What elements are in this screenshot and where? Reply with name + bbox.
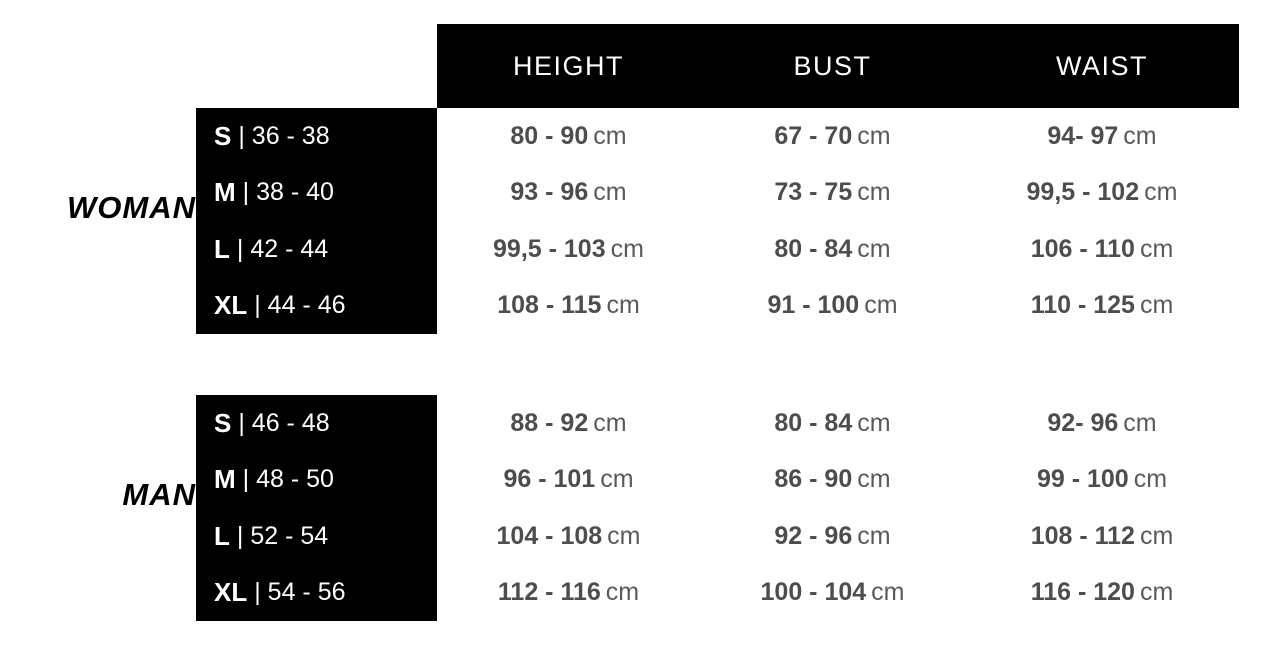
table-row <box>437 565 1239 622</box>
value: 100 - 104 <box>760 578 867 607</box>
cell-waist <box>965 522 1239 551</box>
size-range: | 54 - 56 <box>254 578 346 607</box>
cell-bust <box>700 291 965 320</box>
cell-bust <box>700 522 965 551</box>
table-header <box>437 24 1239 108</box>
table-row <box>437 278 1239 335</box>
value: 99,5 - 103 <box>493 234 606 263</box>
table-row <box>196 108 437 165</box>
cell-height <box>437 578 700 607</box>
unit: cm <box>593 408 627 437</box>
unit: cm <box>1144 178 1178 207</box>
column-header-bust: BUST <box>793 50 872 81</box>
cell-bust <box>700 409 965 438</box>
value: 94- 97 <box>1047 121 1119 150</box>
cell-waist <box>965 235 1239 264</box>
cell-bust <box>700 122 965 151</box>
size-range: | 36 - 38 <box>238 121 330 150</box>
size-column-man <box>196 395 437 621</box>
unit: cm <box>600 465 634 494</box>
unit: cm <box>605 578 640 607</box>
cell-height <box>437 178 700 207</box>
table-row <box>437 165 1239 222</box>
unit: cm <box>1139 234 1174 263</box>
cell-waist <box>965 291 1239 320</box>
unit: cm <box>1133 465 1168 494</box>
table-row <box>196 565 437 622</box>
value: 88 - 92 <box>510 408 589 437</box>
size-range: | 42 - 44 <box>236 234 329 263</box>
table-row <box>437 452 1239 509</box>
value: 99 - 100 <box>1036 465 1129 494</box>
cell-height <box>437 291 700 320</box>
unit: cm <box>1123 408 1157 437</box>
unit: cm <box>857 234 891 263</box>
table-row <box>196 508 437 565</box>
unit: cm <box>1139 521 1174 550</box>
table-row <box>196 165 437 222</box>
table-row <box>437 108 1239 165</box>
cell-bust <box>700 235 965 264</box>
value: 108 - 115 <box>497 291 602 320</box>
size-letter: S <box>214 407 232 438</box>
size-range: | 52 - 54 <box>236 521 329 550</box>
size-range: | 38 - 40 <box>242 178 334 207</box>
value: 99,5 - 102 <box>1026 178 1140 207</box>
unit: cm <box>1123 121 1157 150</box>
size-letter: L <box>214 233 230 264</box>
value: 108 - 112 <box>1030 521 1135 550</box>
cell-height <box>437 122 700 151</box>
value: 116 - 120 <box>1030 578 1135 607</box>
value: 86 - 90 <box>774 465 853 494</box>
table-row <box>437 395 1239 452</box>
value: 93 - 96 <box>510 178 589 207</box>
value: 73 - 75 <box>774 178 853 207</box>
group-label-man: MAN <box>122 477 196 512</box>
unit: cm <box>593 121 627 150</box>
table-row <box>196 278 437 335</box>
unit: cm <box>857 521 891 550</box>
cell-waist <box>965 178 1239 207</box>
size-range: | 44 - 46 <box>254 291 346 320</box>
group-label-woman: WOMAN <box>67 190 196 225</box>
cell-height <box>437 522 700 551</box>
size-range: | 46 - 48 <box>238 408 330 437</box>
value: 92 - 96 <box>774 521 853 550</box>
column-header-waist: WAIST <box>1056 50 1148 81</box>
table-row <box>196 452 437 509</box>
size-letter: XL <box>214 290 248 321</box>
size-range: | 48 - 50 <box>242 465 334 494</box>
table-row <box>437 508 1239 565</box>
value: 80 - 90 <box>510 121 589 150</box>
cell-waist <box>965 409 1239 438</box>
cell-waist <box>965 578 1239 607</box>
measure-rows-man <box>437 395 1239 621</box>
unit: cm <box>1139 578 1174 607</box>
size-letter: M <box>214 464 236 495</box>
unit: cm <box>857 178 891 207</box>
size-letter: XL <box>214 577 248 608</box>
unit: cm <box>607 521 641 550</box>
value: 92- 96 <box>1047 408 1119 437</box>
cell-height <box>437 465 700 494</box>
value: 110 - 125 <box>1030 291 1135 320</box>
unit: cm <box>610 234 644 263</box>
unit: cm <box>1139 291 1174 320</box>
size-column-woman <box>196 108 437 334</box>
cell-height <box>437 409 700 438</box>
unit: cm <box>864 291 898 320</box>
unit: cm <box>871 578 905 607</box>
size-letter: M <box>214 177 236 208</box>
unit: cm <box>593 178 627 207</box>
value: 67 - 70 <box>774 121 853 150</box>
unit: cm <box>857 408 891 437</box>
cell-waist <box>965 122 1239 151</box>
unit: cm <box>857 465 891 494</box>
cell-bust <box>700 178 965 207</box>
unit: cm <box>606 291 640 320</box>
value: 104 - 108 <box>496 521 603 550</box>
cell-waist <box>965 465 1239 494</box>
value: 91 - 100 <box>767 291 860 320</box>
value: 80 - 84 <box>774 234 853 263</box>
size-letter: L <box>214 520 230 551</box>
cell-height <box>437 235 700 264</box>
unit: cm <box>857 121 891 150</box>
value: 112 - 116 <box>497 578 601 607</box>
measure-rows-woman <box>437 108 1239 334</box>
table-row <box>196 395 437 452</box>
column-header-height: HEIGHT <box>512 50 624 81</box>
cell-bust <box>700 465 965 494</box>
cell-bust <box>700 578 965 607</box>
value: 80 - 84 <box>774 408 853 437</box>
size-letter: S <box>214 120 232 151</box>
table-row <box>196 221 437 278</box>
table-row <box>437 221 1239 278</box>
value: 106 - 110 <box>1030 234 1135 263</box>
value: 96 - 101 <box>503 465 596 494</box>
